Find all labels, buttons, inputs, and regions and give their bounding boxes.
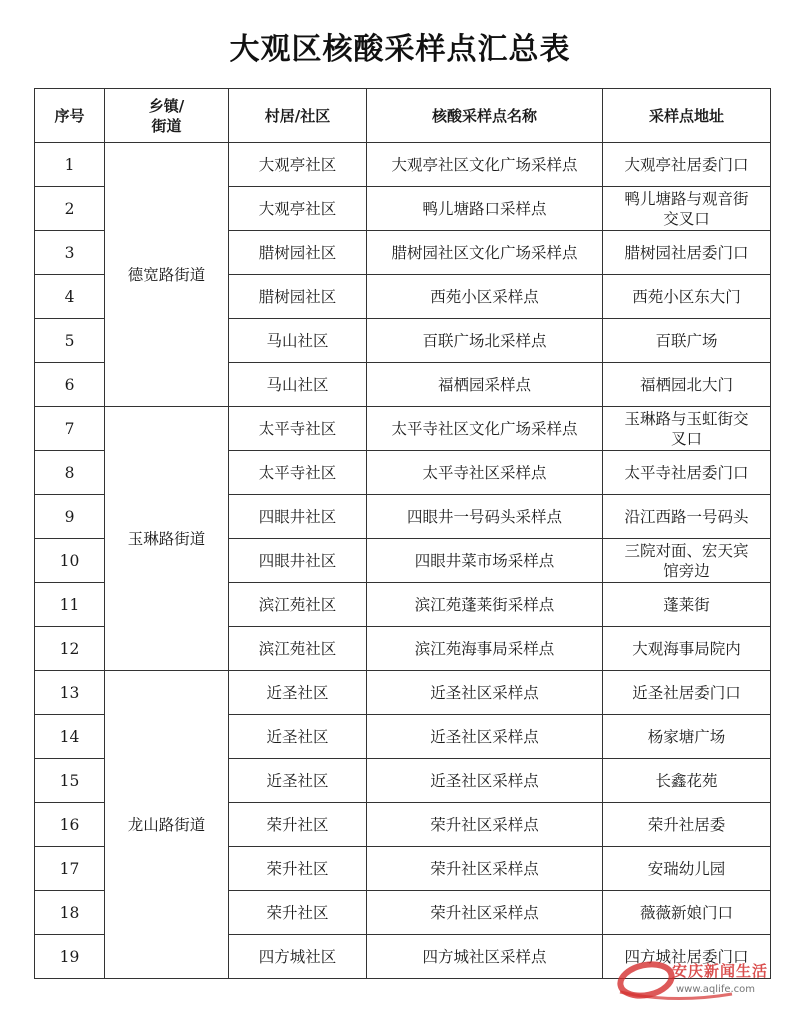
cell-address-line: 腊树园社居委门口 bbox=[624, 243, 749, 262]
cell-seq: 5 bbox=[35, 319, 105, 363]
cell-address-line: 玉琳路与玉虹街交 bbox=[624, 409, 749, 428]
cell-address-line: 鸭儿塘路与观音街 bbox=[624, 189, 749, 208]
cell-address bbox=[603, 847, 771, 891]
cell-address bbox=[603, 627, 771, 671]
table-row bbox=[35, 671, 771, 715]
sampling-sites-table bbox=[34, 88, 771, 979]
cell-site: 荣升社区采样点 bbox=[367, 803, 603, 847]
cell-community: 滨江苑社区 bbox=[229, 583, 367, 627]
cell-site: 四眼井一号码头采样点 bbox=[367, 495, 603, 539]
cell-address bbox=[603, 187, 771, 231]
cell-community: 太平寺社区 bbox=[229, 407, 367, 451]
header-street bbox=[105, 89, 229, 143]
cell-seq: 16 bbox=[35, 803, 105, 847]
cell-address-line: 叉口 bbox=[670, 429, 702, 448]
header-row bbox=[35, 89, 771, 143]
cell-site: 近圣社区采样点 bbox=[367, 671, 603, 715]
header-site: 核酸采样点名称 bbox=[367, 89, 603, 143]
cell-address-line: 薇薇新娘门口 bbox=[639, 903, 733, 922]
cell-address bbox=[603, 231, 771, 275]
cell-site: 荣升社区采样点 bbox=[367, 891, 603, 935]
cell-community: 大观亭社区 bbox=[229, 187, 367, 231]
cell-address bbox=[603, 319, 771, 363]
cell-address-line: 馆旁边 bbox=[663, 561, 710, 580]
cell-address-line: 杨家塘广场 bbox=[647, 727, 726, 746]
cell-address bbox=[603, 407, 771, 451]
cell-community: 四方城社区 bbox=[229, 935, 367, 979]
cell-seq: 1 bbox=[35, 143, 105, 187]
cell-site: 西苑小区采样点 bbox=[367, 275, 603, 319]
cell-community: 四眼井社区 bbox=[229, 495, 367, 539]
cell-address-line: 三院对面、宏天宾 bbox=[624, 541, 749, 560]
cell-community: 四眼井社区 bbox=[229, 539, 367, 583]
cell-community: 腊树园社区 bbox=[229, 275, 367, 319]
cell-site: 太平寺社区文化广场采样点 bbox=[367, 407, 603, 451]
cell-address-line: 长鑫花苑 bbox=[655, 771, 718, 790]
header-seq: 序号 bbox=[35, 89, 105, 143]
cell-community: 荣升社区 bbox=[229, 891, 367, 935]
cell-site: 滨江苑海事局采样点 bbox=[367, 627, 603, 671]
cell-site: 百联广场北采样点 bbox=[367, 319, 603, 363]
cell-community: 荣升社区 bbox=[229, 803, 367, 847]
table-body bbox=[35, 143, 771, 979]
cell-seq: 12 bbox=[35, 627, 105, 671]
cell-address-line: 西苑小区东大门 bbox=[632, 287, 741, 306]
cell-site: 滨江苑蓬莱街采样点 bbox=[367, 583, 603, 627]
cell-community: 近圣社区 bbox=[229, 671, 367, 715]
cell-address-line: 交叉口 bbox=[663, 209, 710, 228]
cell-community: 太平寺社区 bbox=[229, 451, 367, 495]
cell-seq: 3 bbox=[35, 231, 105, 275]
cell-street: 龙山路街道 bbox=[105, 671, 229, 979]
cell-community: 马山社区 bbox=[229, 319, 367, 363]
cell-seq: 19 bbox=[35, 935, 105, 979]
cell-seq: 17 bbox=[35, 847, 105, 891]
cell-street: 德宽路街道 bbox=[105, 143, 229, 407]
cell-address-line: 四方城社居委门口 bbox=[624, 947, 749, 966]
cell-seq: 10 bbox=[35, 539, 105, 583]
cell-site: 荣升社区采样点 bbox=[367, 847, 603, 891]
cell-address-line: 近圣社居委门口 bbox=[632, 683, 741, 702]
header-street-line1: 乡镇/ bbox=[148, 96, 185, 115]
cell-address-line: 大观亭社居委门口 bbox=[624, 155, 749, 174]
cell-address-line: 蓬莱街 bbox=[663, 595, 710, 614]
cell-site: 近圣社区采样点 bbox=[367, 759, 603, 803]
cell-address bbox=[603, 671, 771, 715]
header-street-line2: 街道 bbox=[151, 116, 182, 135]
cell-community: 马山社区 bbox=[229, 363, 367, 407]
cell-seq: 18 bbox=[35, 891, 105, 935]
cell-seq: 2 bbox=[35, 187, 105, 231]
watermark-brand: 安庆新闻生活 bbox=[672, 962, 769, 980]
header-community: 村居/社区 bbox=[229, 89, 367, 143]
cell-address bbox=[603, 495, 771, 539]
cell-community: 滨江苑社区 bbox=[229, 627, 367, 671]
cell-site: 四眼井菜市场采样点 bbox=[367, 539, 603, 583]
cell-community: 荣升社区 bbox=[229, 847, 367, 891]
cell-address-line: 福栖园北大门 bbox=[639, 375, 733, 394]
cell-address-line: 安瑞幼儿园 bbox=[647, 859, 726, 878]
cell-site: 鸭儿塘路口采样点 bbox=[367, 187, 603, 231]
cell-seq: 9 bbox=[35, 495, 105, 539]
page-title: 大观区核酸采样点汇总表 bbox=[229, 32, 571, 67]
cell-address-line: 百联广场 bbox=[655, 331, 718, 350]
cell-address bbox=[603, 891, 771, 935]
watermark-url: www.aqlife.com bbox=[676, 984, 756, 995]
cell-address-line: 沿江西路一号码头 bbox=[624, 507, 749, 526]
cell-community: 近圣社区 bbox=[229, 715, 367, 759]
cell-seq: 14 bbox=[35, 715, 105, 759]
cell-address-line: 大观海事局院内 bbox=[632, 639, 741, 658]
cell-community: 近圣社区 bbox=[229, 759, 367, 803]
cell-seq: 15 bbox=[35, 759, 105, 803]
cell-site: 四方城社区采样点 bbox=[367, 935, 603, 979]
cell-seq: 6 bbox=[35, 363, 105, 407]
cell-address bbox=[603, 363, 771, 407]
cell-community: 腊树园社区 bbox=[229, 231, 367, 275]
cell-street: 玉琳路街道 bbox=[105, 407, 229, 671]
cell-seq: 13 bbox=[35, 671, 105, 715]
cell-address bbox=[603, 143, 771, 187]
cell-address bbox=[603, 583, 771, 627]
cell-seq: 4 bbox=[35, 275, 105, 319]
cell-address bbox=[603, 715, 771, 759]
cell-site: 福栖园采样点 bbox=[367, 363, 603, 407]
cell-seq: 11 bbox=[35, 583, 105, 627]
table-row bbox=[35, 407, 771, 451]
cell-site: 腊树园社区文化广场采样点 bbox=[367, 231, 603, 275]
cell-address bbox=[603, 759, 771, 803]
cell-address-line: 荣升社居委 bbox=[647, 815, 726, 834]
cell-address bbox=[603, 275, 771, 319]
cell-community: 大观亭社区 bbox=[229, 143, 367, 187]
cell-address bbox=[603, 451, 771, 495]
cell-site: 大观亭社区文化广场采样点 bbox=[367, 143, 603, 187]
cell-site: 近圣社区采样点 bbox=[367, 715, 603, 759]
header-address: 采样点地址 bbox=[603, 89, 771, 143]
cell-address bbox=[603, 539, 771, 583]
cell-seq: 7 bbox=[35, 407, 105, 451]
cell-site: 太平寺社区采样点 bbox=[367, 451, 603, 495]
cell-address-line: 太平寺社居委门口 bbox=[624, 463, 749, 482]
cell-seq: 8 bbox=[35, 451, 105, 495]
table-row bbox=[35, 143, 771, 187]
cell-address bbox=[603, 803, 771, 847]
